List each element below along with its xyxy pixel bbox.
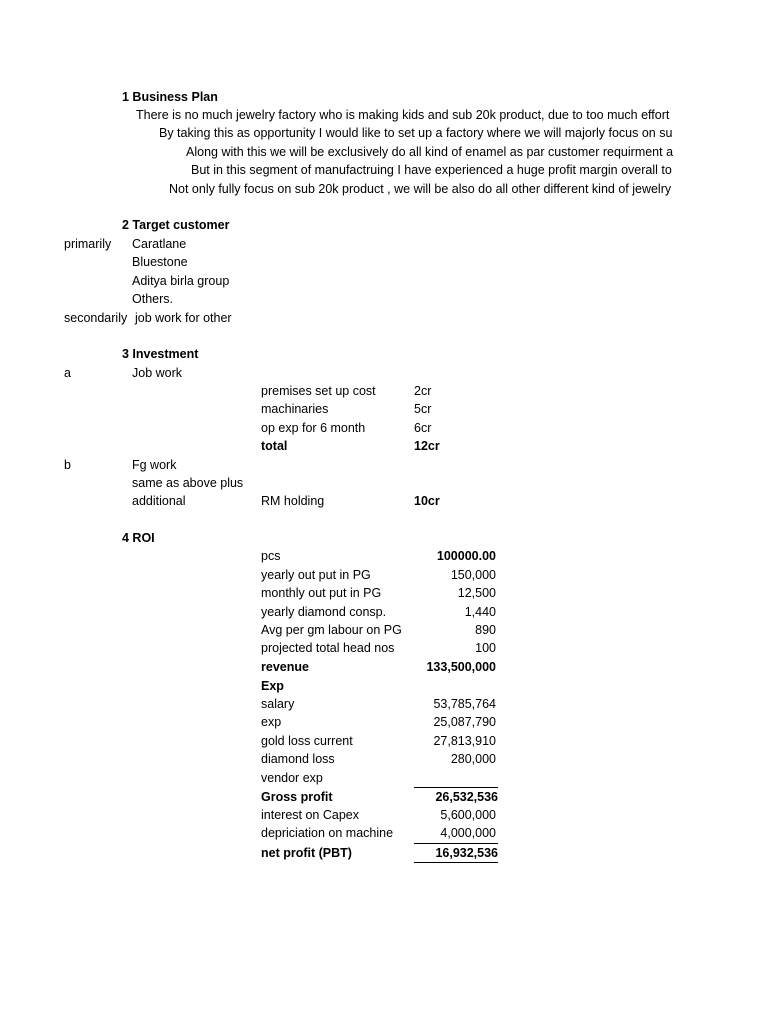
roi-row-value: 4,000,000 [440,826,496,840]
business-plan-line-2: By taking this as opportunity I would like to set up a factory where we will majorly focus on su [159,126,673,140]
roi-row-label: interest on Capex [261,808,359,822]
investment-total-label: total [261,439,288,453]
investment-row-value: 6cr [414,421,432,435]
business-plan-line-3: Along with this we will be exclusively do all kind of enamel as par customer requirment a [186,145,674,159]
business-plan-line-4: But in this segment of manufactruing I have experienced a huge profit margin overall to [191,163,672,177]
business-plan-heading: 1 Business Plan [122,90,218,104]
target-customer-heading: 2 Target customer [122,218,230,232]
roi-row-label: salary [261,697,295,711]
fg-work-line: same as above plus [132,476,244,490]
roi-row-value: 890 [475,623,496,637]
roi-row-value: 100 [475,641,496,655]
customer-item: Bluestone [132,255,188,269]
revenue-value: 133,500,000 [426,660,496,674]
roi-row-label: Avg per gm labour on PG [261,623,402,637]
fg-work-line: additional [132,494,186,508]
roi-row-value: 5,600,000 [440,808,496,822]
investment-total-value: 12cr [414,439,440,453]
investment-row-value: 2cr [414,384,432,398]
roi-row-value: 25,087,790 [433,715,496,729]
rm-holding-label: RM holding [261,494,325,508]
exp-heading: Exp [261,679,284,693]
investment-row-label: premises set up cost [261,384,376,398]
investment-b-label: b [64,458,71,472]
rm-holding-value: 10cr [414,494,440,508]
roi-row-label: yearly out put in PG [261,568,371,582]
roi-row-label: gold loss current [261,734,353,748]
investment-row-label: op exp for 6 month [261,421,366,435]
roi-row-label: projected total head nos [261,641,395,655]
business-plan-line-5: Not only fully focus on sub 20k product , we will be also do all other different kind of jewelry [169,182,672,196]
gross-profit-label: Gross profit [261,790,333,804]
roi-row-value: 27,813,910 [433,734,496,748]
roi-row-value: 53,785,764 [433,697,496,711]
roi-row-value: 12,500 [457,586,496,600]
net-profit-value: 16,932,536 [414,843,498,863]
investment-heading: 3 Investment [122,347,199,361]
customer-item: Others. [132,292,173,306]
secondarily-label: secondarily [64,311,128,325]
investment-row-value: 5cr [414,402,432,416]
roi-row-label: vendor exp [261,771,323,785]
roi-row-label: exp [261,715,282,729]
secondary-customer-item: job work for other [135,311,232,325]
roi-row-value: 100000.00 [436,549,496,563]
net-profit-label: net profit (PBT) [261,846,352,860]
roi-row-label: diamond loss [261,752,335,766]
roi-row-label: pcs [261,549,281,563]
roi-heading: 4 ROI [122,531,155,545]
roi-row-value: 280,000 [450,752,496,766]
primarily-label: primarily [64,237,112,251]
fg-work-line: Fg work [132,458,177,472]
roi-row-label: depriciation on machine [261,826,394,840]
roi-row-label: monthly out put in PG [261,586,382,600]
customer-item: Caratlane [132,237,187,251]
gross-profit-value: 26,532,536 [414,787,498,805]
investment-row-label: machinaries [261,402,329,416]
job-work-title: Job work [132,366,183,380]
roi-row-label: yearly diamond consp. [261,605,387,619]
investment-a-label: a [64,366,71,380]
business-plan-line-1: There is no much jewelry factory who is making kids and sub 20k product, due to too much effort [136,108,670,122]
roi-row-value: 150,000 [450,568,496,582]
revenue-label: revenue [261,660,309,674]
roi-row-value: 1,440 [464,605,496,619]
customer-item: Aditya birla group [132,274,230,288]
